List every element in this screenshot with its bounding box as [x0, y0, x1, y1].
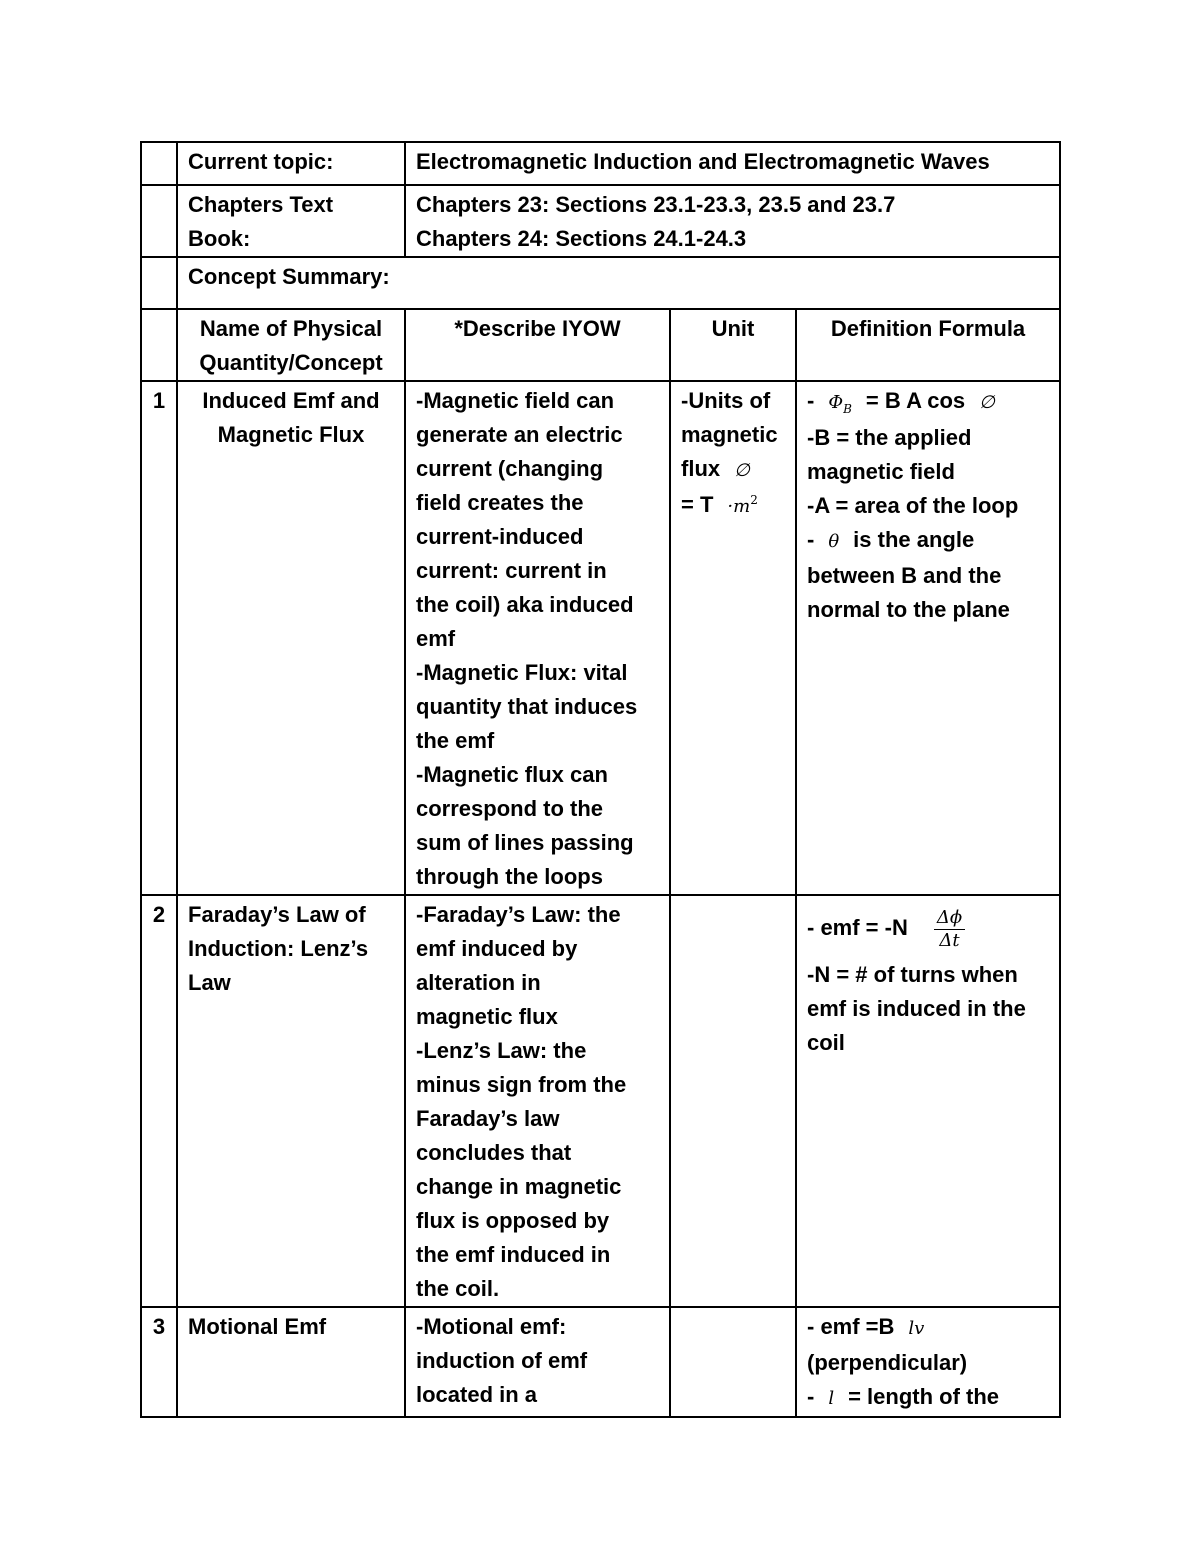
concept-name-line: Induction: Lenz’s — [188, 936, 369, 961]
row-description — [405, 895, 670, 1307]
formula-line — [807, 523, 1049, 559]
description-line: sum of lines passing — [416, 830, 634, 855]
chapters-label-line: Chapters Text — [188, 192, 334, 217]
formula-line: between B and the — [807, 563, 1002, 588]
unit-text: flux — [681, 456, 721, 481]
row-unit — [670, 1307, 796, 1417]
row-description — [405, 381, 670, 895]
fraction-denominator: Δt — [939, 929, 960, 951]
row-formula — [796, 381, 1060, 895]
formula-text: - emf = -N — [807, 915, 908, 940]
concept-name-line: Magnetic Flux — [217, 422, 365, 447]
topic-label: Current topic: — [177, 142, 405, 185]
description-line: minus sign from the — [416, 1072, 627, 1097]
exponent: 2 — [750, 493, 758, 507]
flux-subscript: B — [843, 402, 852, 416]
summary-row-num-cell — [141, 257, 177, 309]
description-line: the coil. — [416, 1276, 500, 1301]
formula-dash: - — [807, 388, 815, 413]
formula-dash: - — [807, 1384, 815, 1409]
unit-text: = T — [681, 492, 714, 517]
description-line: the emf induced in — [416, 1242, 611, 1267]
formula-line — [807, 384, 1049, 421]
description-line: alteration in — [416, 970, 541, 995]
concept-name-line: Law — [188, 970, 231, 995]
description-line: correspond to the — [416, 796, 604, 821]
column-header-unit: Unit — [670, 309, 796, 381]
row-formula — [796, 1307, 1060, 1417]
formula-line: magnetic field — [807, 459, 955, 484]
column-header-formula: Definition Formula — [796, 309, 1060, 381]
description-line: current (changing — [416, 456, 604, 481]
formula-line: -B = the applied — [807, 425, 972, 450]
topic-row — [141, 142, 1060, 185]
description-line: change in magnetic — [416, 1174, 622, 1199]
description-line: emf — [416, 626, 456, 651]
unit-line — [681, 452, 785, 488]
formula-text: is the angle — [853, 527, 975, 552]
table-row — [141, 895, 1060, 1307]
column-header-name — [177, 309, 405, 381]
description-line: current-induced — [416, 524, 584, 549]
row-concept-name — [177, 381, 405, 895]
description-line: emf induced by — [416, 936, 578, 961]
formula-line: -N = # of turns when — [807, 962, 1018, 987]
row-number: 3 — [141, 1307, 177, 1417]
unit-line: magnetic — [681, 422, 778, 447]
length-symbol: l — [828, 1388, 835, 1409]
chapters-label — [177, 185, 405, 257]
empty-set-symbol: ∅ — [734, 460, 750, 481]
chapters-value-line: Chapters 23: Sections 23.1-23.3, 23.5 and 23.7 — [416, 192, 896, 217]
description-line: -Lenz’s Law: the — [416, 1038, 587, 1063]
chapters-row — [141, 185, 1060, 257]
formula-text: - emf =B — [807, 1314, 895, 1339]
description-line: -Faraday’s Law: the — [416, 902, 621, 927]
description-line: -Magnetic Flux: vital — [416, 660, 628, 685]
column-header-row — [141, 309, 1060, 381]
topic-value: Electromagnetic Induction and Electromagnetic Waves — [405, 142, 1060, 185]
description-line: located in a — [416, 1382, 538, 1407]
description-line: through the loops — [416, 864, 603, 889]
description-line: induction of emf — [416, 1348, 588, 1373]
summary-row — [141, 257, 1060, 309]
dot-symbol: · — [727, 496, 734, 517]
formula-line — [807, 1310, 1049, 1346]
formula-line: coil — [807, 1030, 845, 1055]
description-line: quantity that induces — [416, 694, 638, 719]
formula-line — [807, 1380, 1049, 1416]
unit-line: -Units of — [681, 388, 771, 413]
formula-dash: - — [807, 527, 815, 552]
description-line: generate an electric — [416, 422, 623, 447]
row-unit — [670, 895, 796, 1307]
meter-symbol: m — [733, 496, 751, 517]
theta-symbol: θ — [828, 531, 840, 552]
unit-line — [681, 488, 785, 525]
description-line: -Magnetic field can — [416, 388, 615, 413]
table-row — [141, 1307, 1060, 1417]
delta-fraction — [934, 907, 965, 952]
formula-text: = length of the — [848, 1384, 1000, 1409]
chapters-label-line: Book: — [188, 226, 251, 251]
concept-name-line: Induced Emf and — [202, 388, 380, 413]
formula-line: normal to the plane — [807, 597, 1010, 622]
chapters-value — [405, 185, 1060, 257]
description-line: the coil) aka induced — [416, 592, 634, 617]
column-header-describe: *Describe IYOW — [405, 309, 670, 381]
formula-text: = B A cos — [865, 388, 966, 413]
angle-symbol: ∅ — [979, 392, 995, 413]
row-number: 2 — [141, 895, 177, 1307]
chapters-value-line: Chapters 24: Sections 24.1-24.3 — [416, 226, 747, 251]
description-line: Faraday’s law — [416, 1106, 560, 1131]
row-concept-name: Motional Emf — [177, 1307, 405, 1417]
topic-row-num-cell — [141, 142, 177, 185]
description-line: magnetic flux — [416, 1004, 558, 1029]
column-header-name-line: Quantity/Concept — [199, 350, 383, 375]
fraction-numerator: Δϕ — [934, 907, 965, 930]
concept-name-line: Faraday’s Law of — [188, 902, 366, 927]
column-header-num-cell — [141, 309, 177, 381]
concept-summary-label: Concept Summary: — [177, 257, 1060, 309]
concept-table — [140, 141, 1061, 1418]
row-number: 1 — [141, 381, 177, 895]
description-line: field creates the — [416, 490, 584, 515]
description-line: the emf — [416, 728, 495, 753]
row-concept-name — [177, 895, 405, 1307]
description-line: current: current in — [416, 558, 607, 583]
row-unit — [670, 381, 796, 895]
formula-line — [807, 898, 1049, 958]
formula-line: emf is induced in the — [807, 996, 1026, 1021]
formula-line: -A = area of the loop — [807, 493, 1019, 518]
chapters-row-num-cell — [141, 185, 177, 257]
flux-symbol: Φ — [828, 392, 844, 413]
table-row — [141, 381, 1060, 895]
row-formula — [796, 895, 1060, 1307]
formula-line: (perpendicular) — [807, 1350, 968, 1375]
description-line: concludes that — [416, 1140, 572, 1165]
lv-symbol: lv — [908, 1318, 925, 1339]
description-line: -Motional emf: — [416, 1314, 567, 1339]
row-description — [405, 1307, 670, 1417]
description-line: flux is opposed by — [416, 1208, 610, 1233]
column-header-name-line: Name of Physical — [199, 316, 383, 341]
description-line: -Magnetic flux can — [416, 762, 608, 787]
